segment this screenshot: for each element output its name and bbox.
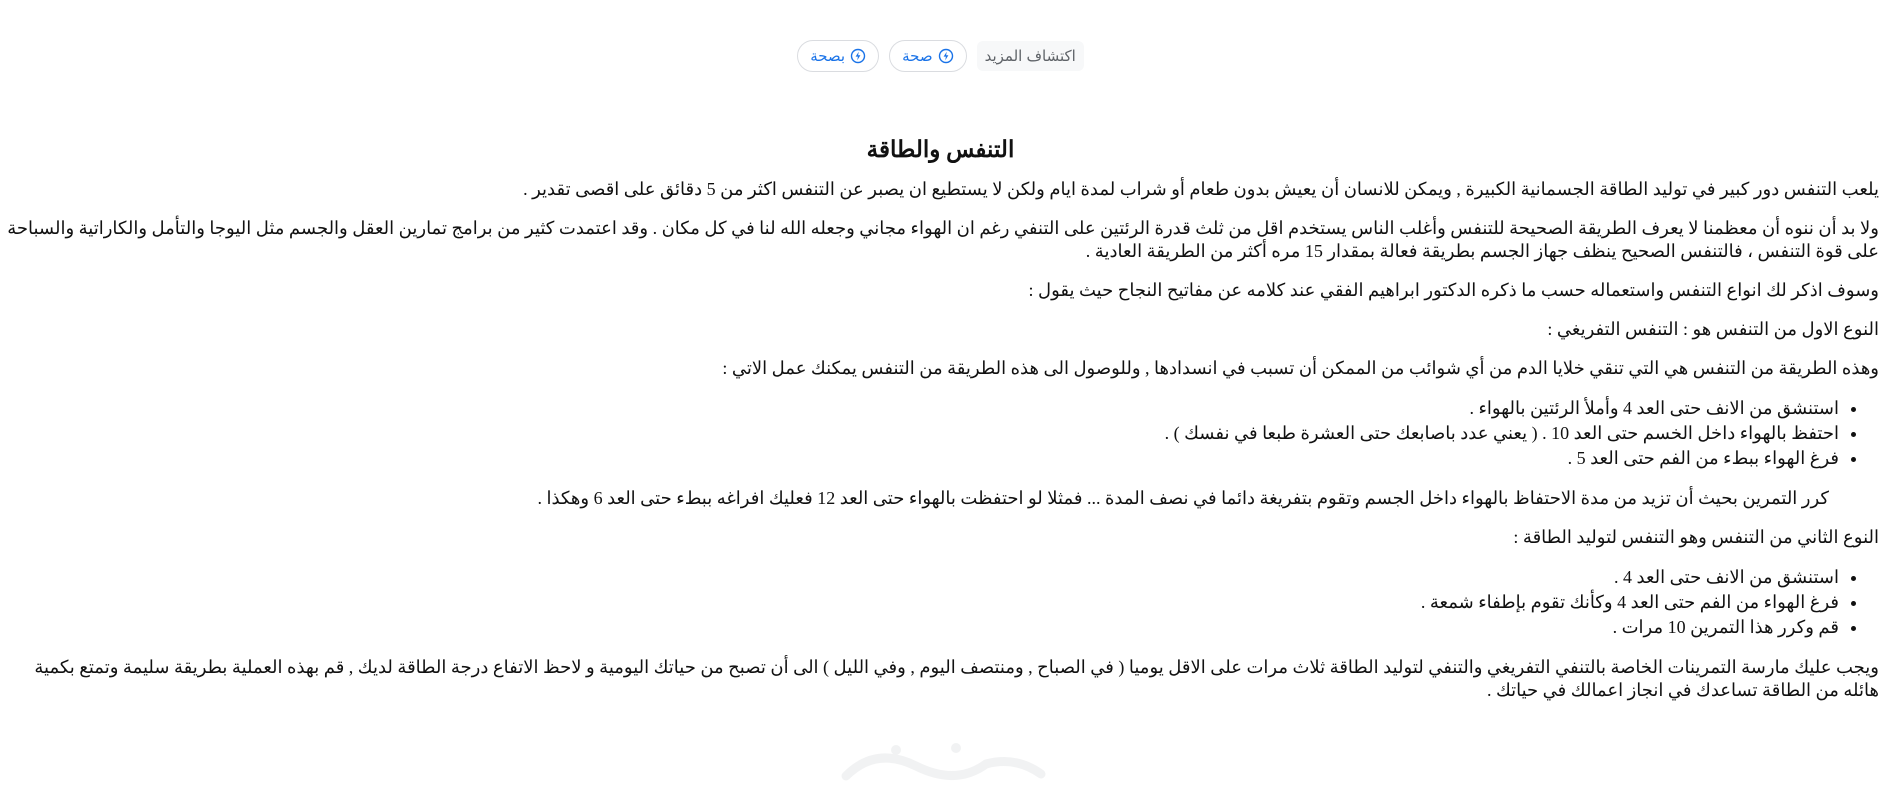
article-title: التنفس والطاقة: [866, 137, 1015, 162]
paragraph-breathing-importance: ولا بد أن ننوه أن معظمنا لا يعرف الطريقة الصحيحة للتنفس وأغلب الناس يستخدم اقل من ثلث قدرة الرئتين على التنفي رغم ان الهواء مجاني وجعله الله لنا في كل مكان . وقد اعتمدت كثير من برامج تمارين العقل والجسم مثل اليوجا والتأمل والكاراتية والسباحة على قوة التنفس ، فالتنفس الصحيح ينظف جهاز الجسم بطريقة فعالة بمقدار 15 مره أكثر من الطريقة العادية .: [7, 218, 1879, 261]
site-watermark-logo: [836, 736, 1054, 794]
chip-in-health[interactable]: [797, 40, 879, 72]
steps-list-type-one: [2, 396, 1879, 471]
list-item: • فرغ الهواء ببطء من الفم حتى العد 5 .: [2, 446, 1839, 471]
chip-label: بصحة: [810, 48, 846, 65]
list-item: • فرغ الهواء من الفم حتى العد 4 وكأنك تقوم بإطفاء شمعة .: [2, 590, 1839, 615]
list-item: • استنشق من الانف حتى العد 4 وأملأ الرئتين بالهواء .: [2, 396, 1839, 421]
article-body: [0, 134, 1881, 718]
steps-list-type-two: [2, 565, 1879, 640]
paragraph-type-one-description: وهذه الطريقة من التنفس هي التي تنقي خلايا الدم من أي شوائب من الممكن أن تسبب في انسدادها , وللوصول الى هذه الطريقة من التنفس يمكنك عمل الاتي :: [722, 358, 1879, 378]
paragraph-intro: يلعب التنفس دور كبير في توليد الطاقة الجسمانية الكبيرة , ويمكن للانسان أن يعيش بدون طعام أو شراب لمدة ايام ولكن لا يستطيع ان يصبر عن التنفس اكثر من 5 دقائق على اقصى تقدير .: [523, 179, 1879, 199]
paragraph-repeat-exercise: كرر التمرين بحيث أن تزيد من مدة الاحتفاظ بالهواء داخل الجسم وتقوم بتفريغة دائما في نصف المدة ... فمثلا لو احتفظت بالهواء حتى العد 12 فعليك افراغه ببطء حتى العد 6 وهكذا .: [537, 488, 1829, 508]
explore-more-label: اكتشاف المزيد: [977, 41, 1084, 71]
chip-label: صحة: [902, 48, 933, 65]
bolt-icon: [850, 48, 866, 64]
discover-more-bar: [0, 40, 1881, 72]
paragraph-types-intro: وسوف اذكر لك انواع التنفس واستعماله حسب ما ذكره الدكتور ابراهيم الفقي عند كلامه عن مفاتيح النجاح حيث يقول :: [1028, 280, 1879, 300]
list-item: • احتفظ بالهواء داخل الخسم حتى العد 10 . ( يعني عدد باصابعك حتى العشرة طبعا في نفسك ) .: [2, 421, 1839, 446]
paragraph-type-one-heading: النوع الاول من التنفس هو : التنفس التفريغي :: [1547, 319, 1879, 339]
list-item: • قم وكرر هذا التمرين 10 مرات .: [2, 615, 1839, 640]
list-item: • استنشق من الانف حتى العد 4 .: [2, 565, 1839, 590]
paragraph-conclusion: ويجب عليك مارسة التمرينات الخاصة بالتنفي التفريغي والتنفي لتوليد الطاقة ثلاث مرات على الاقل يوميا ( في الصباح , ومنتصف اليوم , وفي الليل ) الى أن تصبح من حياتك اليومية و لاحظ الاتفاع درجة الطاقة لديك , قم بهذه العملية بطريقة سليمة وتمتع بكمية هائله من الطاقة تساعدك في انجاز اعمالك في حياتك .: [34, 657, 1879, 700]
chip-health[interactable]: [889, 40, 966, 72]
paragraph-type-two-heading: النوع الثاني من التنفس وهو التنفس لتوليد الطاقة :: [1513, 527, 1879, 547]
bolt-icon: [938, 48, 954, 64]
